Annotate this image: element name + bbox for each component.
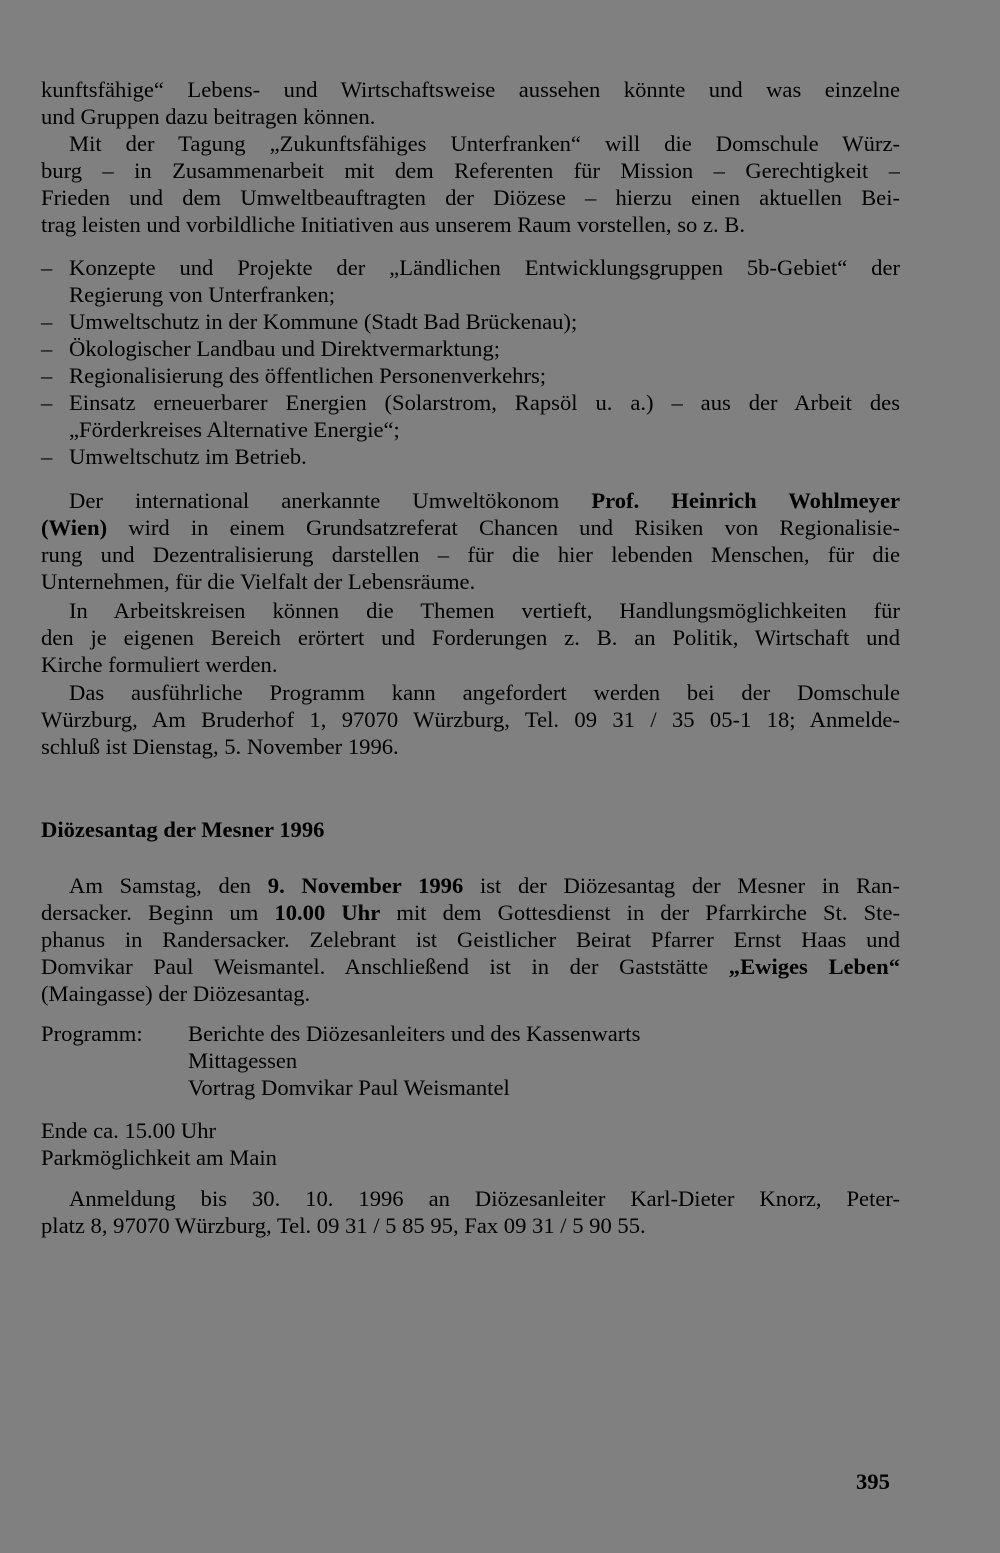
text-fragment: Am Samstag, den: [69, 873, 268, 898]
text-line: [41, 872, 900, 899]
speaker-location: (Wien): [41, 515, 108, 540]
text-line: (Maingasse) der Diözesantag.: [41, 981, 311, 1006]
text-line: Konzepte und Projekte der „Ländlichen Entwicklungsgruppen 5b-Gebiet“ der: [69, 255, 900, 280]
text-line: Unternehmen, für die Vielfalt der Lebensräume.: [41, 569, 476, 594]
text-line: trag leisten und vorbildliche Initiativen aus unserem Raum vorstellen, so z. B.: [41, 212, 746, 237]
text-fragment: Der international anerkannte Umweltökonom: [69, 488, 592, 513]
list-item: [41, 335, 900, 362]
text-line: Regierung von Unterfranken;: [69, 282, 336, 307]
page-number: 395: [856, 1469, 890, 1494]
text-fragment: dersacker. Beginn um: [41, 900, 275, 925]
text-line: Ökologischer Landbau und Direktvermarktung;: [69, 336, 501, 361]
text-line: Würzburg, Am Bruderhof 1, 97070 Würzburg, Tel. 09 31 / 35 05-1 18; Anmelde-: [41, 707, 900, 732]
conference-paragraph: [41, 130, 900, 238]
list-dash: –: [41, 363, 53, 388]
program-item: Mittagessen: [188, 1048, 298, 1073]
text-line: Kirche formuliert werden.: [41, 652, 278, 677]
text-line: [41, 487, 900, 514]
text-line: Mit der Tagung „Zukunftsfähiges Unterfranken“ will die Domschule Würz-: [69, 131, 900, 156]
text-line: Parkmöglichkeit am Main: [41, 1145, 277, 1170]
text-line: Frieden und dem Umweltbeauftragten der Diözese – hierzu einen aktuellen Bei-: [41, 185, 900, 210]
text-line: schluß ist Dienstag, 5. November 1996.: [41, 734, 399, 759]
list-dash: –: [41, 336, 53, 361]
text-line: und Gruppen dazu beitragen können.: [41, 104, 376, 129]
text-line: In Arbeitskreisen können die Themen vertieft, Handlungsmöglichkeiten für: [69, 598, 900, 623]
program-item: Vortrag Domvikar Paul Weismantel: [188, 1075, 510, 1100]
text-line: Einsatz erneuerbarer Energien (Solarstrom, Rapsöl u. a.) – aus der Arbeit des: [69, 390, 900, 415]
list-dash: –: [41, 390, 53, 415]
list-item: [41, 308, 900, 335]
program-label: Programm:: [41, 1021, 143, 1046]
list-dash: –: [41, 255, 53, 280]
program-request-paragraph: [41, 679, 900, 760]
registration-paragraph: [41, 1185, 900, 1239]
text-line: Ende ca. 15.00 Uhr: [41, 1118, 217, 1143]
text-line: den je eigenen Bereich erörtert und Forderungen z. B. an Politik, Wirtschaft und: [41, 625, 900, 650]
end-info: [41, 1117, 900, 1171]
text-line: Anmeldung bis 30. 10. 1996 an Diözesanleiter Karl-Dieter Knorz, Peter-: [69, 1186, 900, 1211]
text-line: Umweltschutz in der Kommune (Stadt Bad Brückenau);: [69, 309, 578, 334]
workgroups-paragraph: [41, 597, 900, 678]
list-item: [41, 362, 900, 389]
text-line: burg – in Zusammenarbeit mit dem Referenten für Mission – Gerechtigkeit –: [41, 158, 900, 183]
list-item: [41, 389, 900, 443]
text-line: [41, 953, 900, 980]
text-line: Regionalisierung des öffentlichen Personenverkehrs;: [69, 363, 547, 388]
venue-name: „Ewiges Leben“: [728, 954, 900, 979]
text-line: Das ausführliche Programm kann angefordert werden bei der Domschule: [69, 680, 900, 705]
text-fragment: Domvikar Paul Weismantel. Anschließend ist in der Gaststätte: [41, 954, 729, 979]
text-line: [41, 899, 900, 926]
speaker-name: Prof. Heinrich Wohlmeyer: [591, 488, 900, 513]
text-line: rung und Dezentralisierung darstellen – für die hier lebenden Menschen, für die: [41, 542, 900, 567]
text-line: Umweltschutz im Betrieb.: [69, 444, 307, 469]
text-line: [41, 514, 900, 541]
intro-paragraph: [41, 76, 900, 130]
program-items: [188, 1020, 640, 1101]
speaker-paragraph: [41, 487, 900, 595]
list-dash: –: [41, 444, 53, 469]
text-line: „Förderkreises Alternative Energie“;: [69, 417, 400, 442]
mesner-paragraph: [41, 872, 900, 1007]
initiatives-list: [41, 254, 900, 470]
event-date: 9. November 1996: [267, 873, 464, 898]
list-item: [41, 254, 900, 308]
list-dash: –: [41, 309, 53, 334]
list-item: [41, 443, 900, 470]
text-fragment: mit dem Gottesdienst in der Pfarrkirche St. Ste-: [380, 900, 900, 925]
text-fragment: wird in einem Grundsatzreferat Chancen und Risiken von Regionalisie-: [107, 515, 900, 540]
text-line: platz 8, 97070 Würzburg, Tel. 09 31 / 5 85 95, Fax 09 31 / 5 90 55.: [41, 1213, 646, 1238]
event-time: 10.00 Uhr: [274, 900, 381, 925]
text-line: kunftsfähige“ Lebens- und Wirtschaftsweise aussehen könnte und was einzelne: [41, 77, 900, 102]
text-line: phanus in Randersacker. Zelebrant ist Geistlicher Beirat Pfarrer Ernst Haas und: [41, 927, 900, 952]
text-fragment: ist der Diözesantag der Mesner in Ran-: [463, 873, 900, 898]
program-item: Berichte des Diözesanleiters und des Kassenwarts: [188, 1021, 641, 1046]
section-heading: Diözesantag der Mesner 1996: [41, 817, 325, 842]
